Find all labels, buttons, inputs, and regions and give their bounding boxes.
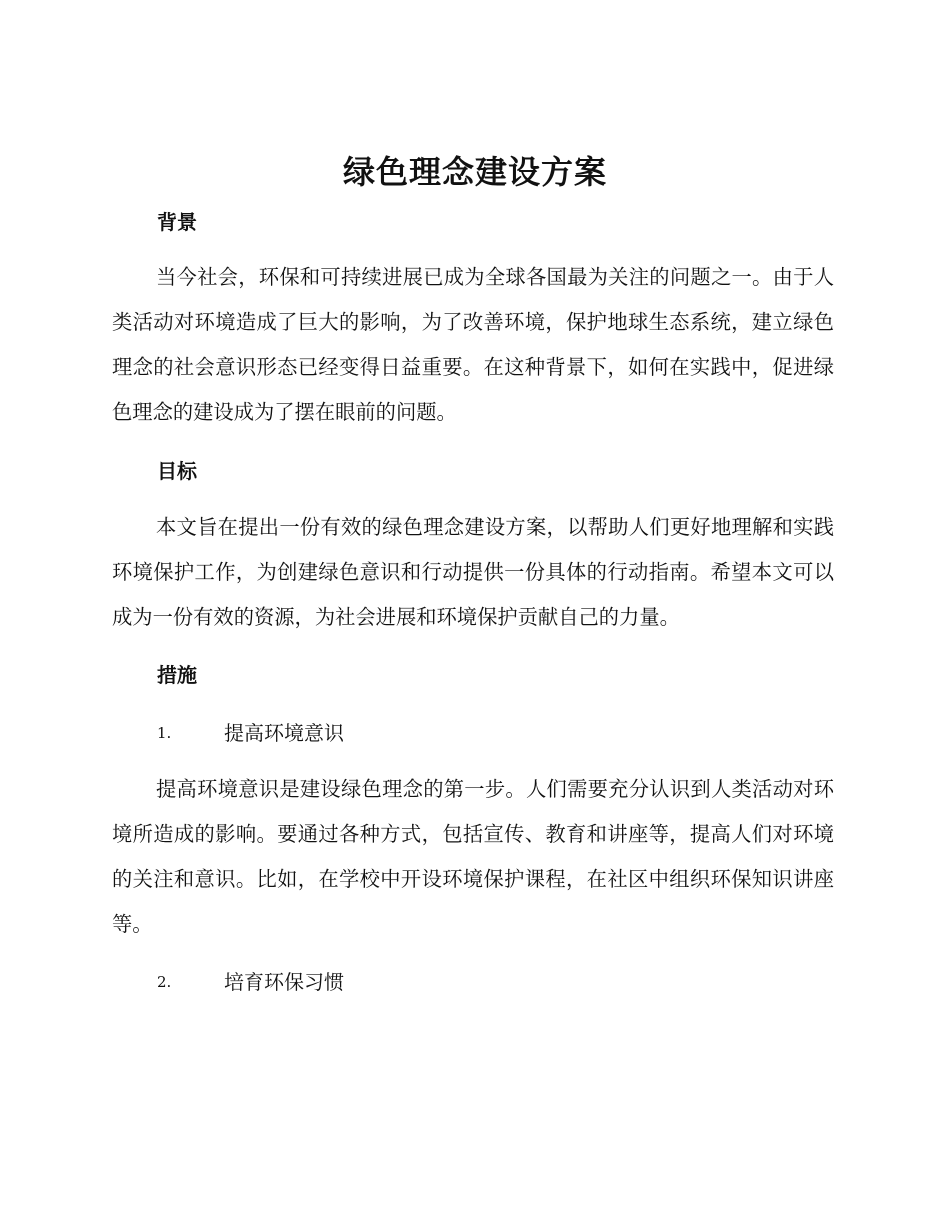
- section-heading-measures: 措施: [157, 663, 197, 687]
- goal-paragraph: 本文旨在提出一份有效的绿色理念建设方案，以帮助人们更好地理解和实践环境保护工作，为创建绿色意识和行动提供一份具体的行动指南。希望本文可以成为一份有效的资源，为社会进展和环境保护贡献自己的力量。: [112, 515, 834, 629]
- measure-1-paragraph: 提高环境意识是建设绿色理念的第一步。人们需要充分认识到人类活动对环境所造成的影响。要通过各种方式，包括宣传、教育和讲座等，提高人们对环境的关注和意识。比如，在学校中开设环境保护课程，在社区中组织环保知识讲座等。: [112, 777, 834, 936]
- list-item-number: 2.: [157, 973, 172, 991]
- list-item-title: 提高环境意识: [224, 721, 344, 745]
- list-item-number: 1.: [157, 724, 172, 742]
- section-heading-background: 背景: [157, 210, 197, 234]
- document-title: 绿色理念建设方案: [342, 153, 607, 191]
- background-paragraph: 当今社会，环保和可持续进展已成为全球各国最为关注的问题之一。由于人类活动对环境造成了巨大的影响，为了改善环境，保护地球生态系统，建立绿色理念的社会意识形态已经变得日益重要。在这种背景下，如何在实践中，促进绿色理念的建设成为了摆在眼前的问题。: [112, 265, 834, 424]
- section-heading-goal: 目标: [157, 459, 197, 483]
- list-item-title: 培育环保习惯: [224, 970, 344, 994]
